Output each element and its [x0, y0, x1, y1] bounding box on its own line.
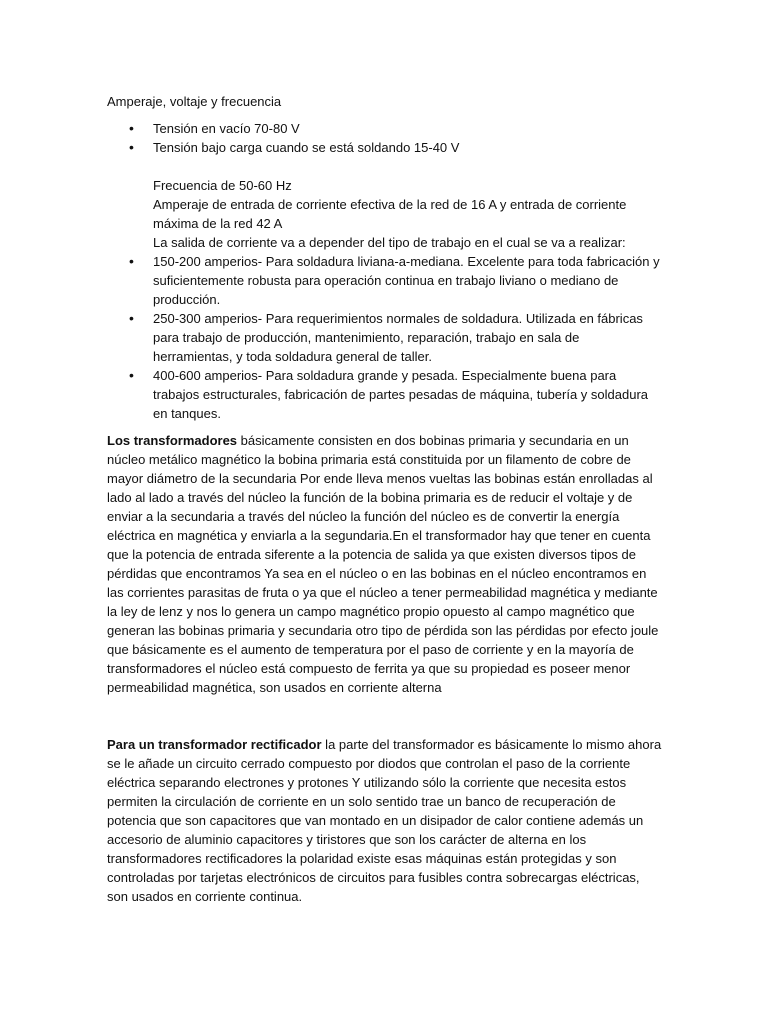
document-content	[107, 92, 662, 906]
list-item: • 400-600 amperios- Para soldadura grande y pesada. Especialmente buena para trabajos estructurales, fabricación de partes pesadas de máquina, tubería y soldadura en tanques.	[107, 366, 662, 423]
rectifier-term: Para un transformador rectificador	[107, 737, 322, 752]
specs-block	[107, 176, 662, 252]
amp-levels-list	[107, 252, 662, 423]
transformers-term: Los transformadores	[107, 433, 238, 448]
list-item: • Tensión en vacío 70-80 V	[107, 119, 662, 138]
list-item: • 250-300 amperios- Para requerimientos normales de soldadura. Utilizada en fábricas para trabajo de producción, mantenimiento, reparación, trabajo en sala de herramientas, y toda soldadura general de taller.	[107, 309, 662, 366]
list-item: • Tensión bajo carga cuando se está soldando 15-40 V	[107, 138, 662, 157]
list-item: • 150-200 amperios- Para soldadura liviana-a-mediana. Excelente para toda fabricación y suficientemente robusta para operación continua en trabajo liviano o mediano de producción.	[107, 252, 662, 309]
frequency-line: Frecuencia de 50-60 Hz	[153, 178, 292, 193]
voltage-list	[107, 119, 662, 157]
amperage-line: Amperaje de entrada de corriente efectiva de la red de 16 A y entrada de corriente máxima de la red 42 A	[153, 197, 627, 231]
rectifier-text: la parte del transformador es básicamente lo mismo ahora se le añade un circuito cerrado compuesto por diodos que controlan el paso de la corriente eléctrica separando electrones y protones Y utilizando sólo la corriente que necesita estos permiten la circulación de corriente en un solo sentido trae un banco de recuperación de potencia que son capacitores que van montado en un disipador de calor contiene además un accesorio de aluminio capacitores y tiristores que son los carácter de alterna en los transformadores rectificadores la polaridad existe esas máquinas están protegidas y son controladas por tarjetas electrónicos de circuitos para fusibles contra sobrecargas eléctricas, son usados en corriente continua.	[107, 737, 662, 904]
section-heading: Amperaje, voltaje y frecuencia	[107, 94, 282, 109]
rectifier-paragraph	[107, 735, 662, 906]
transformers-text: básicamente consisten en dos bobinas primaria y secundaria en un núcleo metálico magnético la bobina primaria está constituida por un filamento de cobre de mayor diámetro de la secundaria Por ende lleva menos vueltas las bobinas están enrolladas al lado al lado a través del núcleo la función de la bobina primaria es de reducir el voltaje y de enviar a la secundaria a través del núcleo la función del núcleo es de convertir la energía eléctrica en magnética y enviarla a la segundaria.En el transformador hay que tener en cuenta que la potencia de entrada siferente a la potencia de salida ya que existen diversos tipos de pérdidas que encontramos Ya sea en el núcleo o en las bobinas en el núcleo encontramos en las corrientes parasitas de fruta o ya que el núcleo a tener permeabilidad magnética y mediante la ley de lenz y nos lo genera un campo magnético propio opuesto al campo magnético que generan las bobinas primaria y secundaria otro tipo de pérdida son las pérdidas por efecto joule que básicamente es el aumento de temperatura por el paso de corriente y en la mayoría de transformadores el núcleo está compuesto de ferrita ya que su propiedad es poseer menor permeabilidad magnética, son usados en corriente alterna	[107, 433, 659, 695]
output-note-line: La salida de corriente va a depender del tipo de trabajo en el cual se va a realizar:	[153, 235, 626, 250]
transformers-paragraph	[107, 431, 662, 697]
